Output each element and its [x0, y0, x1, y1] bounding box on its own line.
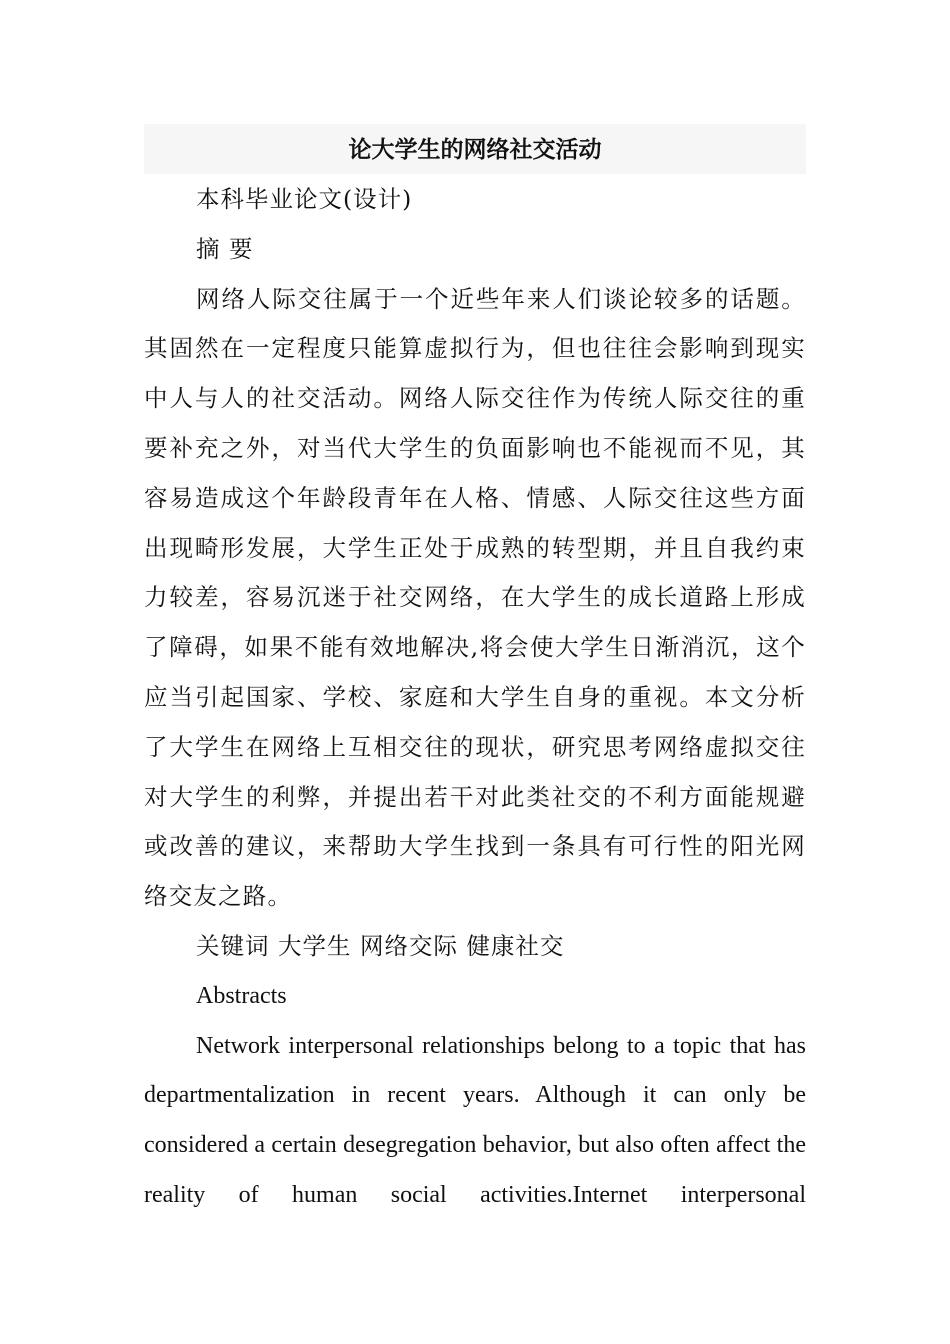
thesis-type-line: 本科毕业论文(设计) [196, 185, 413, 213]
english-abstract-heading: Abstracts [196, 982, 287, 1009]
keywords-line: 关键词 大学生 网络交际 健康社交 [196, 931, 565, 960]
english-abstract-paragraph: Network interpersonal relationships belong to a topic that has departmentalization in recent years. Although it can only be considered a certain desegregation behavior, but also often affect the reality of human social activities.Internet interpersonal [144, 1032, 806, 1208]
document-title: 论大学生的网络社交活动 [348, 137, 602, 163]
document-body [144, 175, 806, 1221]
abstract-paragraph: 网络人际交往属于一个近些年来人们谈论较多的话题。其固然在一定程度只能算虚拟行为，但也往往会影响到现实中人与人的社交活动。网络人际交往作为传统人际交往的重要补充之外，对当代大学生的负面影响也不能视而不见，其容易造成这个年龄段青年在人格、情感、人际交往这些方面出现畸形发展，大学生正处于成熟的转型期，并且自我约束力较差，容易沉迷于社交网络，在大学生的成长道路上形成了障碍，如果不能有效地解决,将会使大学生日渐消沉，这个应当引起国家、学校、家庭和大学生自身的重视。本文分析了大学生在网络上互相交往的现状，研究思考网络虚拟交往对大学生的利弊，并提出若干对此类社交的不利方面能规避或改善的建议，来帮助大学生找到一条具有可行性的阳光网络交友之路。 [144, 284, 806, 911]
abstract-heading: 摘 要 [196, 234, 254, 263]
